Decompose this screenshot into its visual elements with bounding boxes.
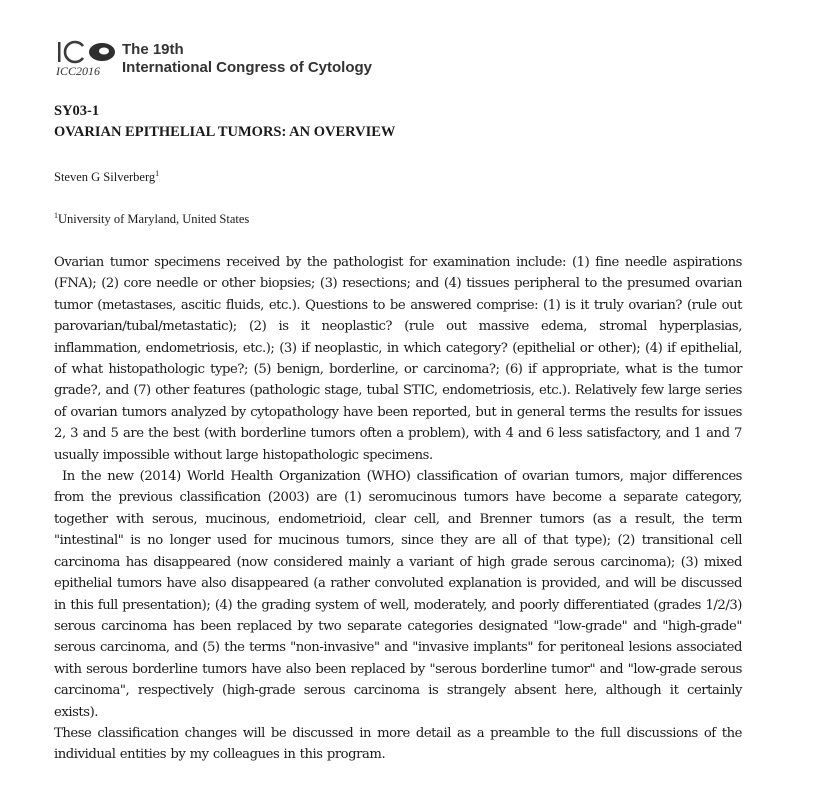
congress-logo bbox=[56, 40, 376, 80]
abstract-paragraph-3: These classification changes will be discussed in more detail as a preamble to the full discussions of the individual entities by my colleagues in this program. bbox=[54, 725, 742, 763]
abstract-body bbox=[54, 252, 742, 766]
affiliation-superscript: 1 bbox=[54, 210, 58, 220]
session-code: SY03-1 bbox=[54, 103, 100, 119]
abstract-paragraph-1: Ovarian tumor specimens received by the pathologist for examination include: (1) fine needle aspirations (FNA); (2) core needle or other biopsies; (3) resections; and (4) tissues peripheral to the presumed ovarian tumor (metastases, ascitic fluids, etc.). Questions to be answered comprise: (1) is it truly ovarian? (rule out parovarian/tubal/metastatic); (2) is it neoplastic? (rule out massive edema, stromal hyperplasias, inflammation, endometriosis, etc.); (3) if neoplastic, in which category? (epithelial or other); (4) if epithelial, of what histopathologic type?; (5) benign, borderline, or carcinoma?; (6) if appropriate, what is the tumor grade?, and (7) other features (pathologic stage, tubal STIC, endometriosis, etc.). Relatively few large series of ovarian tumors analyzed by cytopathology have been reported, but in general terms the results for issues 2, 3 and 5 are the best (with borderline tumors often a problem), with 4 and 6 less satisfactory, and 1 and 7 usually impossible without large histopathologic specimens. bbox=[54, 255, 742, 463]
logo-year-text: ICC2016 bbox=[56, 64, 101, 78]
congress-name: International Congress of Cytology bbox=[122, 59, 373, 76]
affiliation-text: University of Maryland, United States bbox=[58, 212, 250, 226]
author-name: Steven G Silverberg bbox=[54, 170, 156, 184]
congress-edition: The 19th bbox=[122, 41, 184, 58]
abstract-paragraph-2: In the new (2014) World Health Organization (WHO) classification of ovarian tumors, major differences from the previous classification (2003) are (1) seromucinous tumors have become a separate category, together with serous, mucinous, endometrioid, clear cell, and Brenner tumors (as a result, the term "intestinal" is no longer used for mucinous tumors, since they are all of that type); (2) transitional cell carcinoma has disappeared (now considered mainly a variant of high grade serous carcinoma); (3) mixed epithelial tumors have also disappeared (a rather convoluted explanation is provided, and will be discussed in this full presentation); (4) the grading system of well, moderately, and poorly differentiated (grades 1/2/3) serous carcinoma has been replaced by two separate categories designated "low-grade" and "high-grade" serous carcinoma, and (5) the terms "non-invasive" and "invasive implants" for peritoneal lesions associated with serous borderline tumors have also been replaced by "serous borderline tumor" and "low-grade serous carcinoma", respectively (high-grade serous carcinoma is strangely absent here, although it certainly exists). bbox=[54, 469, 742, 720]
affiliation-line bbox=[54, 212, 249, 227]
author-superscript: 1 bbox=[155, 168, 160, 178]
author-line bbox=[54, 170, 159, 185]
article-title: OVARIAN EPITHELIAL TUMORS: AN OVERVIEW bbox=[54, 124, 396, 140]
